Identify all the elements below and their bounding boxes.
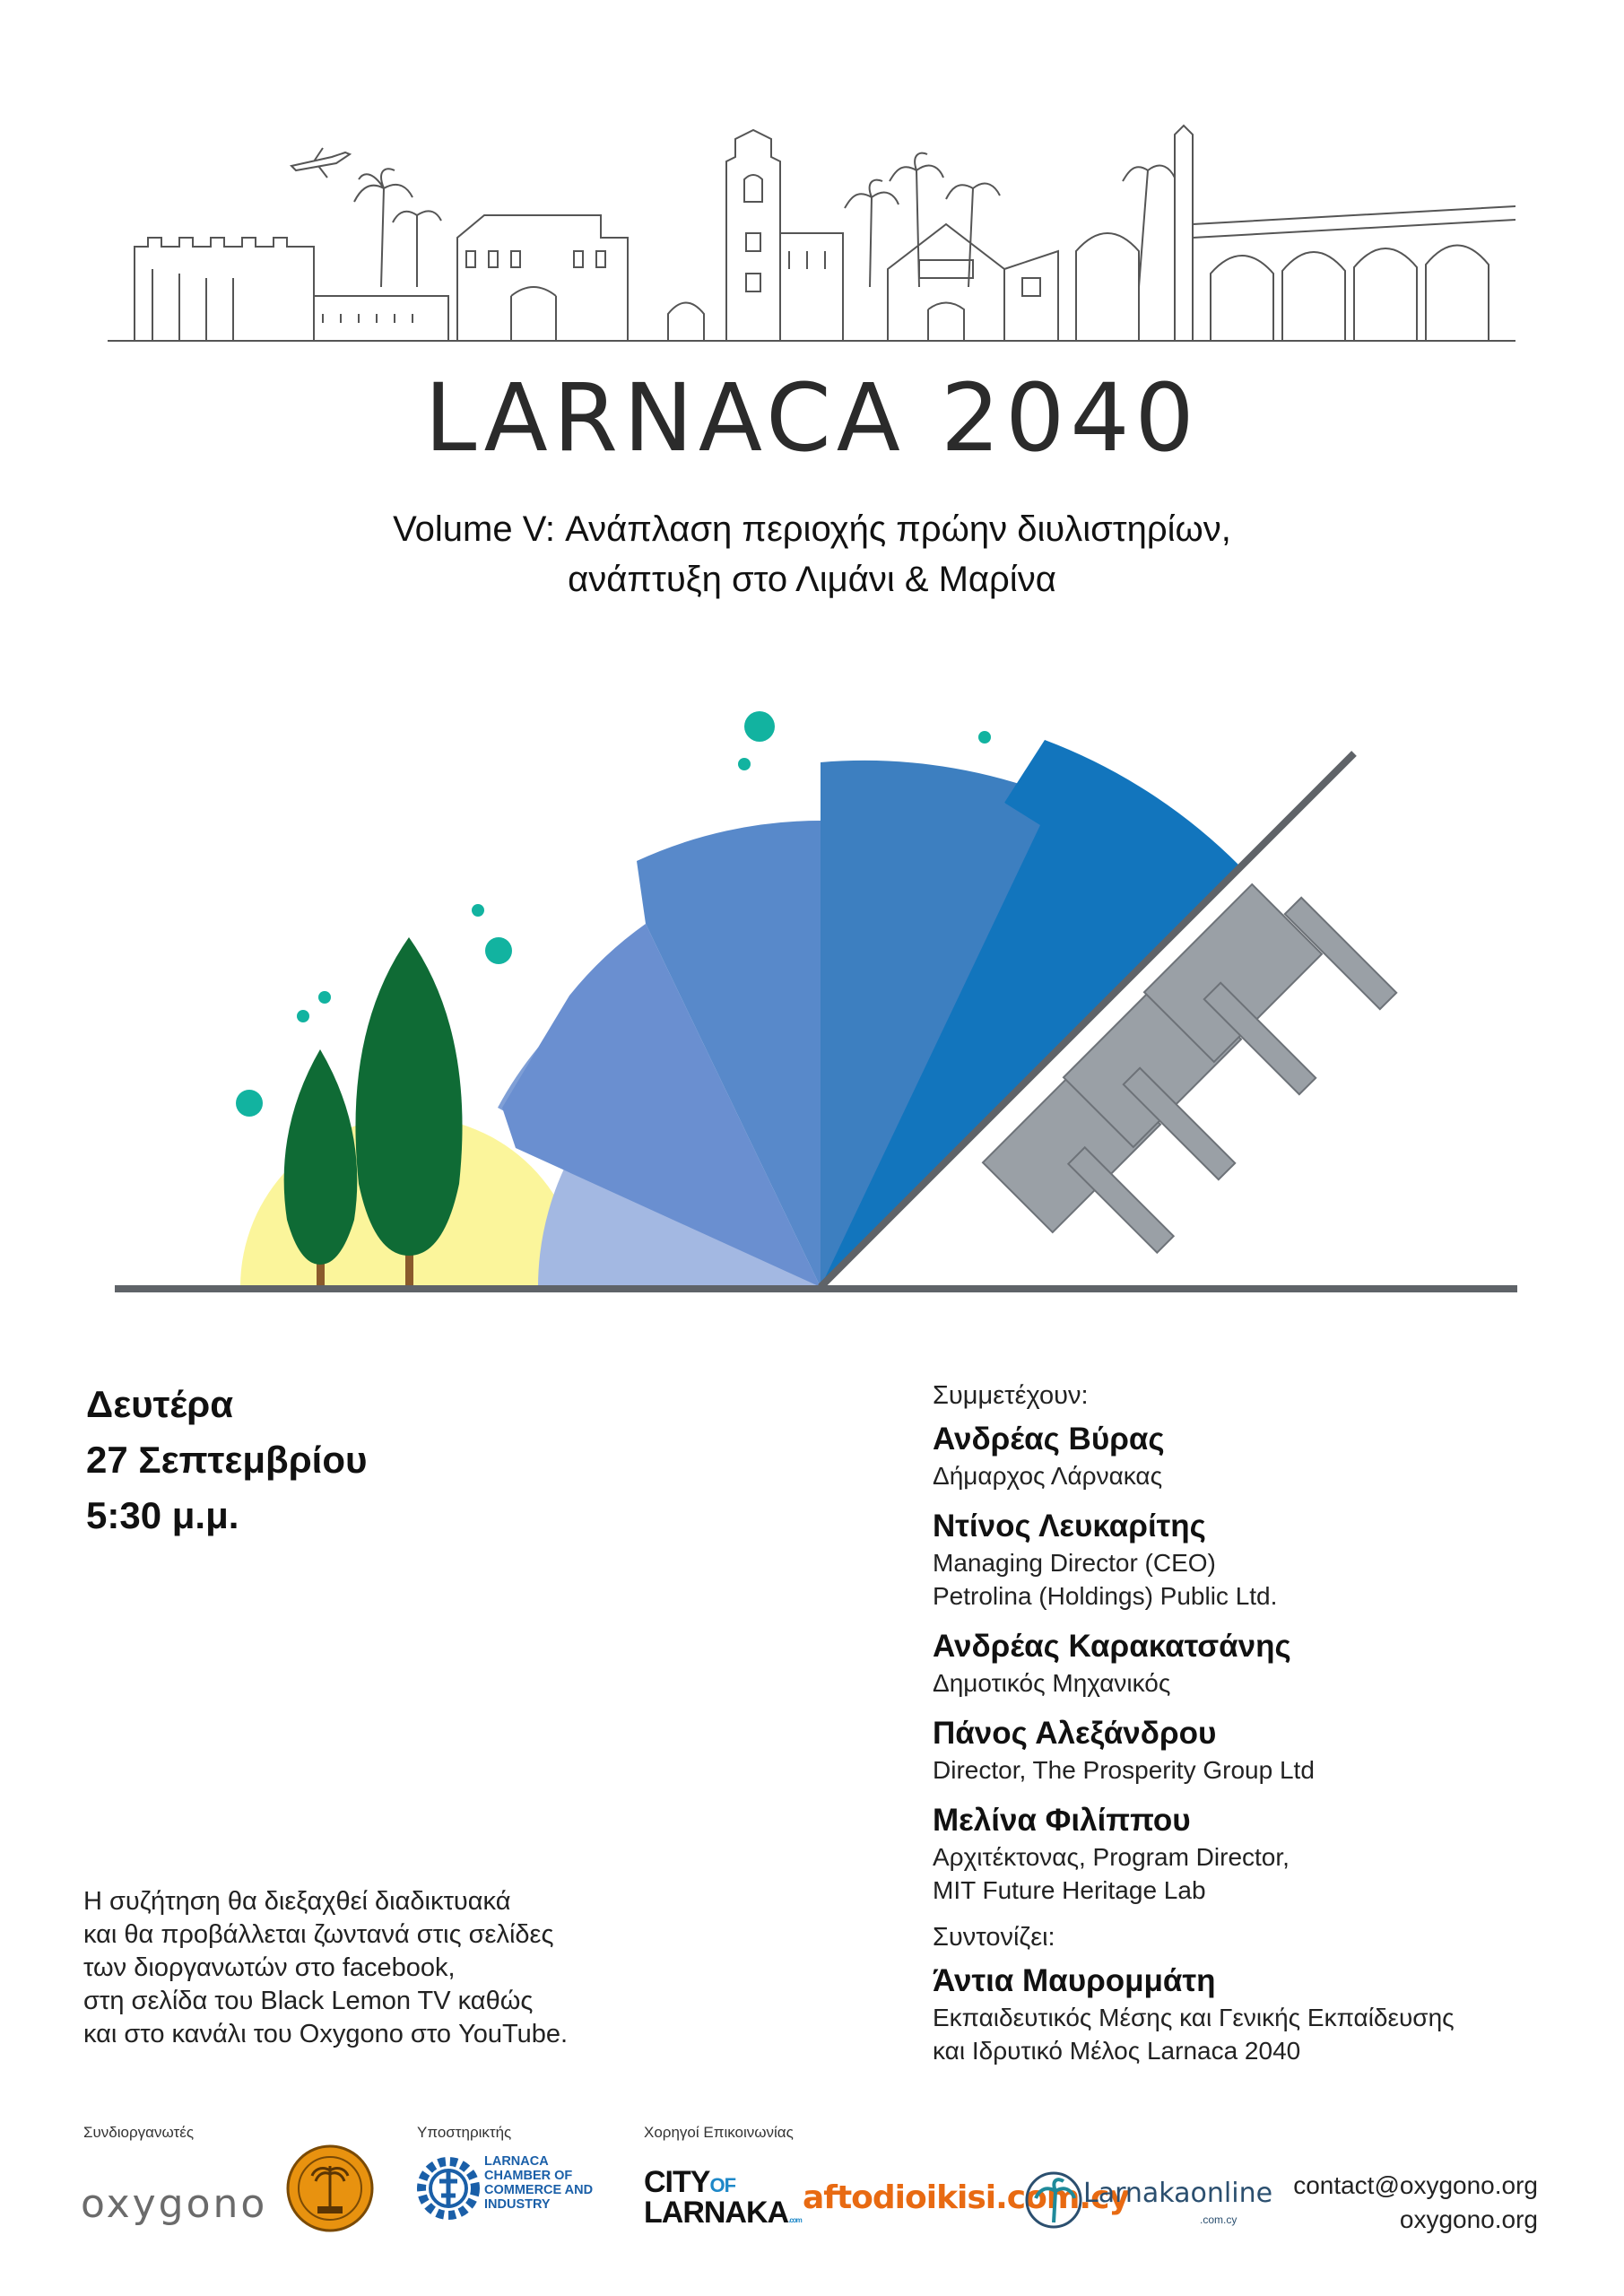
teal-dot-6 — [744, 711, 775, 742]
city-word: CITY — [644, 2165, 710, 2199]
castle-walls — [135, 238, 314, 341]
participant-name: Πάνος Αλεξάνδρου — [933, 1716, 1217, 1751]
participant — [933, 1420, 1578, 1492]
participants-section — [933, 1381, 1578, 2082]
moderator-label: Συντονίζει: — [933, 1923, 1055, 1952]
church-building — [457, 215, 628, 341]
minaret — [1175, 126, 1193, 341]
larnaca-municipality-seal — [285, 2144, 375, 2233]
moderator-role: Εκπαιδευτικός Μέσης και Γενικής Εκπαίδευσης — [933, 2004, 1455, 2031]
chamber-line: INDUSTRY — [484, 2197, 551, 2212]
moderator — [933, 1961, 1578, 2067]
chamber-logo-text — [484, 2154, 593, 2212]
larnakaonline-logo-sub: .com.cy — [1200, 2213, 1238, 2226]
of-word: OF — [709, 2174, 736, 2196]
participant — [933, 1714, 1578, 1787]
participant-name: Ανδρέας Βύρας — [933, 1422, 1165, 1457]
media-sponsors-label: Χορηγοί Επικοινωνίας — [644, 2124, 794, 2141]
palm-tree-6 — [1123, 166, 1175, 287]
warehouse-openings — [919, 260, 973, 341]
subtitle-line-2: ανάπτυξη στο Λιμάνι & Μαρίνα — [568, 560, 1056, 599]
organizers-label: Συνδιοργανωτές — [83, 2124, 195, 2141]
aftodioikisi-logo: aftodioikisi.com.cy — [803, 2179, 1129, 2216]
oxygono-logo: oxygono — [81, 2181, 268, 2227]
participant-role: Director, The Prosperity Group Ltd — [933, 1756, 1315, 1784]
church-door — [511, 287, 556, 341]
teal-dot-5 — [472, 904, 484, 917]
broadcast-line: Η συζήτηση θα διεξαχθεί διαδικτυακά — [83, 1887, 511, 1916]
arch-door — [668, 303, 704, 342]
warehouse — [888, 224, 1004, 341]
broadcast-line: στη σελίδα του Black Lemon TV καθώς — [83, 1987, 534, 2015]
church-windows — [466, 251, 605, 267]
larnaka-word: LARNAKA — [644, 2196, 789, 2230]
palm-tree-1 — [354, 169, 413, 287]
hero-illustration — [108, 700, 1524, 1309]
airplane — [291, 148, 350, 178]
teal-dot-3 — [318, 991, 331, 1004]
larnakaonline-logo-text: Larnakaonline — [1083, 2178, 1273, 2209]
supporter-label: Υποστηρικτής — [417, 2124, 512, 2141]
chamber-line: CHAMBER OF — [484, 2169, 573, 2183]
moderator-role: και Ιδρυτικό Μέλος Larnaca 2040 — [933, 2037, 1301, 2065]
participant — [933, 1627, 1578, 1700]
event-day: Δευτέρα — [86, 1383, 234, 1425]
city-com: .com — [788, 2216, 802, 2224]
contact-info — [1293, 2169, 1538, 2237]
aqueduct — [1193, 206, 1515, 341]
chamber-line: LARNACA — [484, 2154, 549, 2169]
larnaca-skyline-drawing — [108, 117, 1515, 350]
participant-name: Ανδρέας Καρακατσάνης — [933, 1629, 1291, 1664]
teal-dot-2 — [297, 1010, 309, 1022]
bell-tower-windows — [744, 175, 762, 291]
participants-label: Συμμετέχουν: — [933, 1381, 1089, 1410]
broadcast-line: και θα προβάλλεται ζωντανά στις σελίδες — [83, 1920, 554, 1949]
broadcast-line: και στο κανάλι του Oxygono στο YouTube. — [83, 2020, 569, 2048]
palm-tree-3 — [845, 180, 899, 287]
side-building — [780, 233, 843, 341]
participant-name: Μελίνα Φιλίππου — [933, 1803, 1191, 1838]
palm-tree-2 — [393, 211, 441, 287]
participant-role: MIT Future Heritage Lab — [933, 1876, 1206, 1904]
warehouse-annex — [1004, 251, 1058, 341]
participant-name: Ντίνος Λευκαρίτης — [933, 1509, 1206, 1544]
subtitle-line-1: Volume V: Ανάπλαση περιοχής πρώην διυλιστηρίων, — [393, 509, 1231, 549]
participant-role: Δήμαρχος Λάρνακας — [933, 1462, 1163, 1490]
broadcast-info — [83, 1885, 639, 2051]
teal-dot-4 — [485, 937, 512, 964]
teal-dot-8 — [978, 731, 991, 744]
subtitle — [0, 504, 1624, 604]
participant-role: Αρχιτέκτονας, Program Director, — [933, 1843, 1290, 1871]
broadcast-line: των διοργανωτών στο facebook, — [83, 1953, 456, 1982]
participant — [933, 1507, 1578, 1613]
moderator-name: Άντια Μαυρομμάτη — [933, 1963, 1216, 1998]
city-of-larnaka-logo — [644, 2165, 802, 2234]
tree-1 — [284, 1049, 358, 1265]
participant-role: Δημοτικός Μηχανικός — [933, 1669, 1171, 1697]
palm-tree-4 — [890, 153, 943, 287]
page-title: LARNACA 2040 — [424, 363, 1200, 473]
contact-website[interactable]: oxygono.org — [1399, 2205, 1538, 2233]
castle-lines — [152, 269, 233, 341]
event-time: 5:30 μ.μ. — [86, 1494, 239, 1536]
teal-dot-7 — [738, 758, 751, 770]
participant-role: Managing Director (CEO) — [933, 1549, 1216, 1577]
arch-structure — [1076, 233, 1139, 341]
chamber-line: COMMERCE AND — [484, 2183, 594, 2197]
bell-tower — [726, 130, 780, 341]
low-building — [314, 296, 448, 341]
tree-2 — [355, 937, 462, 1256]
event-datetime — [86, 1377, 367, 1544]
contact-email[interactable]: contact@oxygono.org — [1293, 2171, 1538, 2199]
participant-role: Petrolina (Holdings) Public Ltd. — [933, 1582, 1278, 1610]
participant — [933, 1801, 1578, 1907]
teal-dot-1 — [236, 1090, 263, 1117]
event-date: 27 Σεπτεμβρίου — [86, 1439, 368, 1481]
